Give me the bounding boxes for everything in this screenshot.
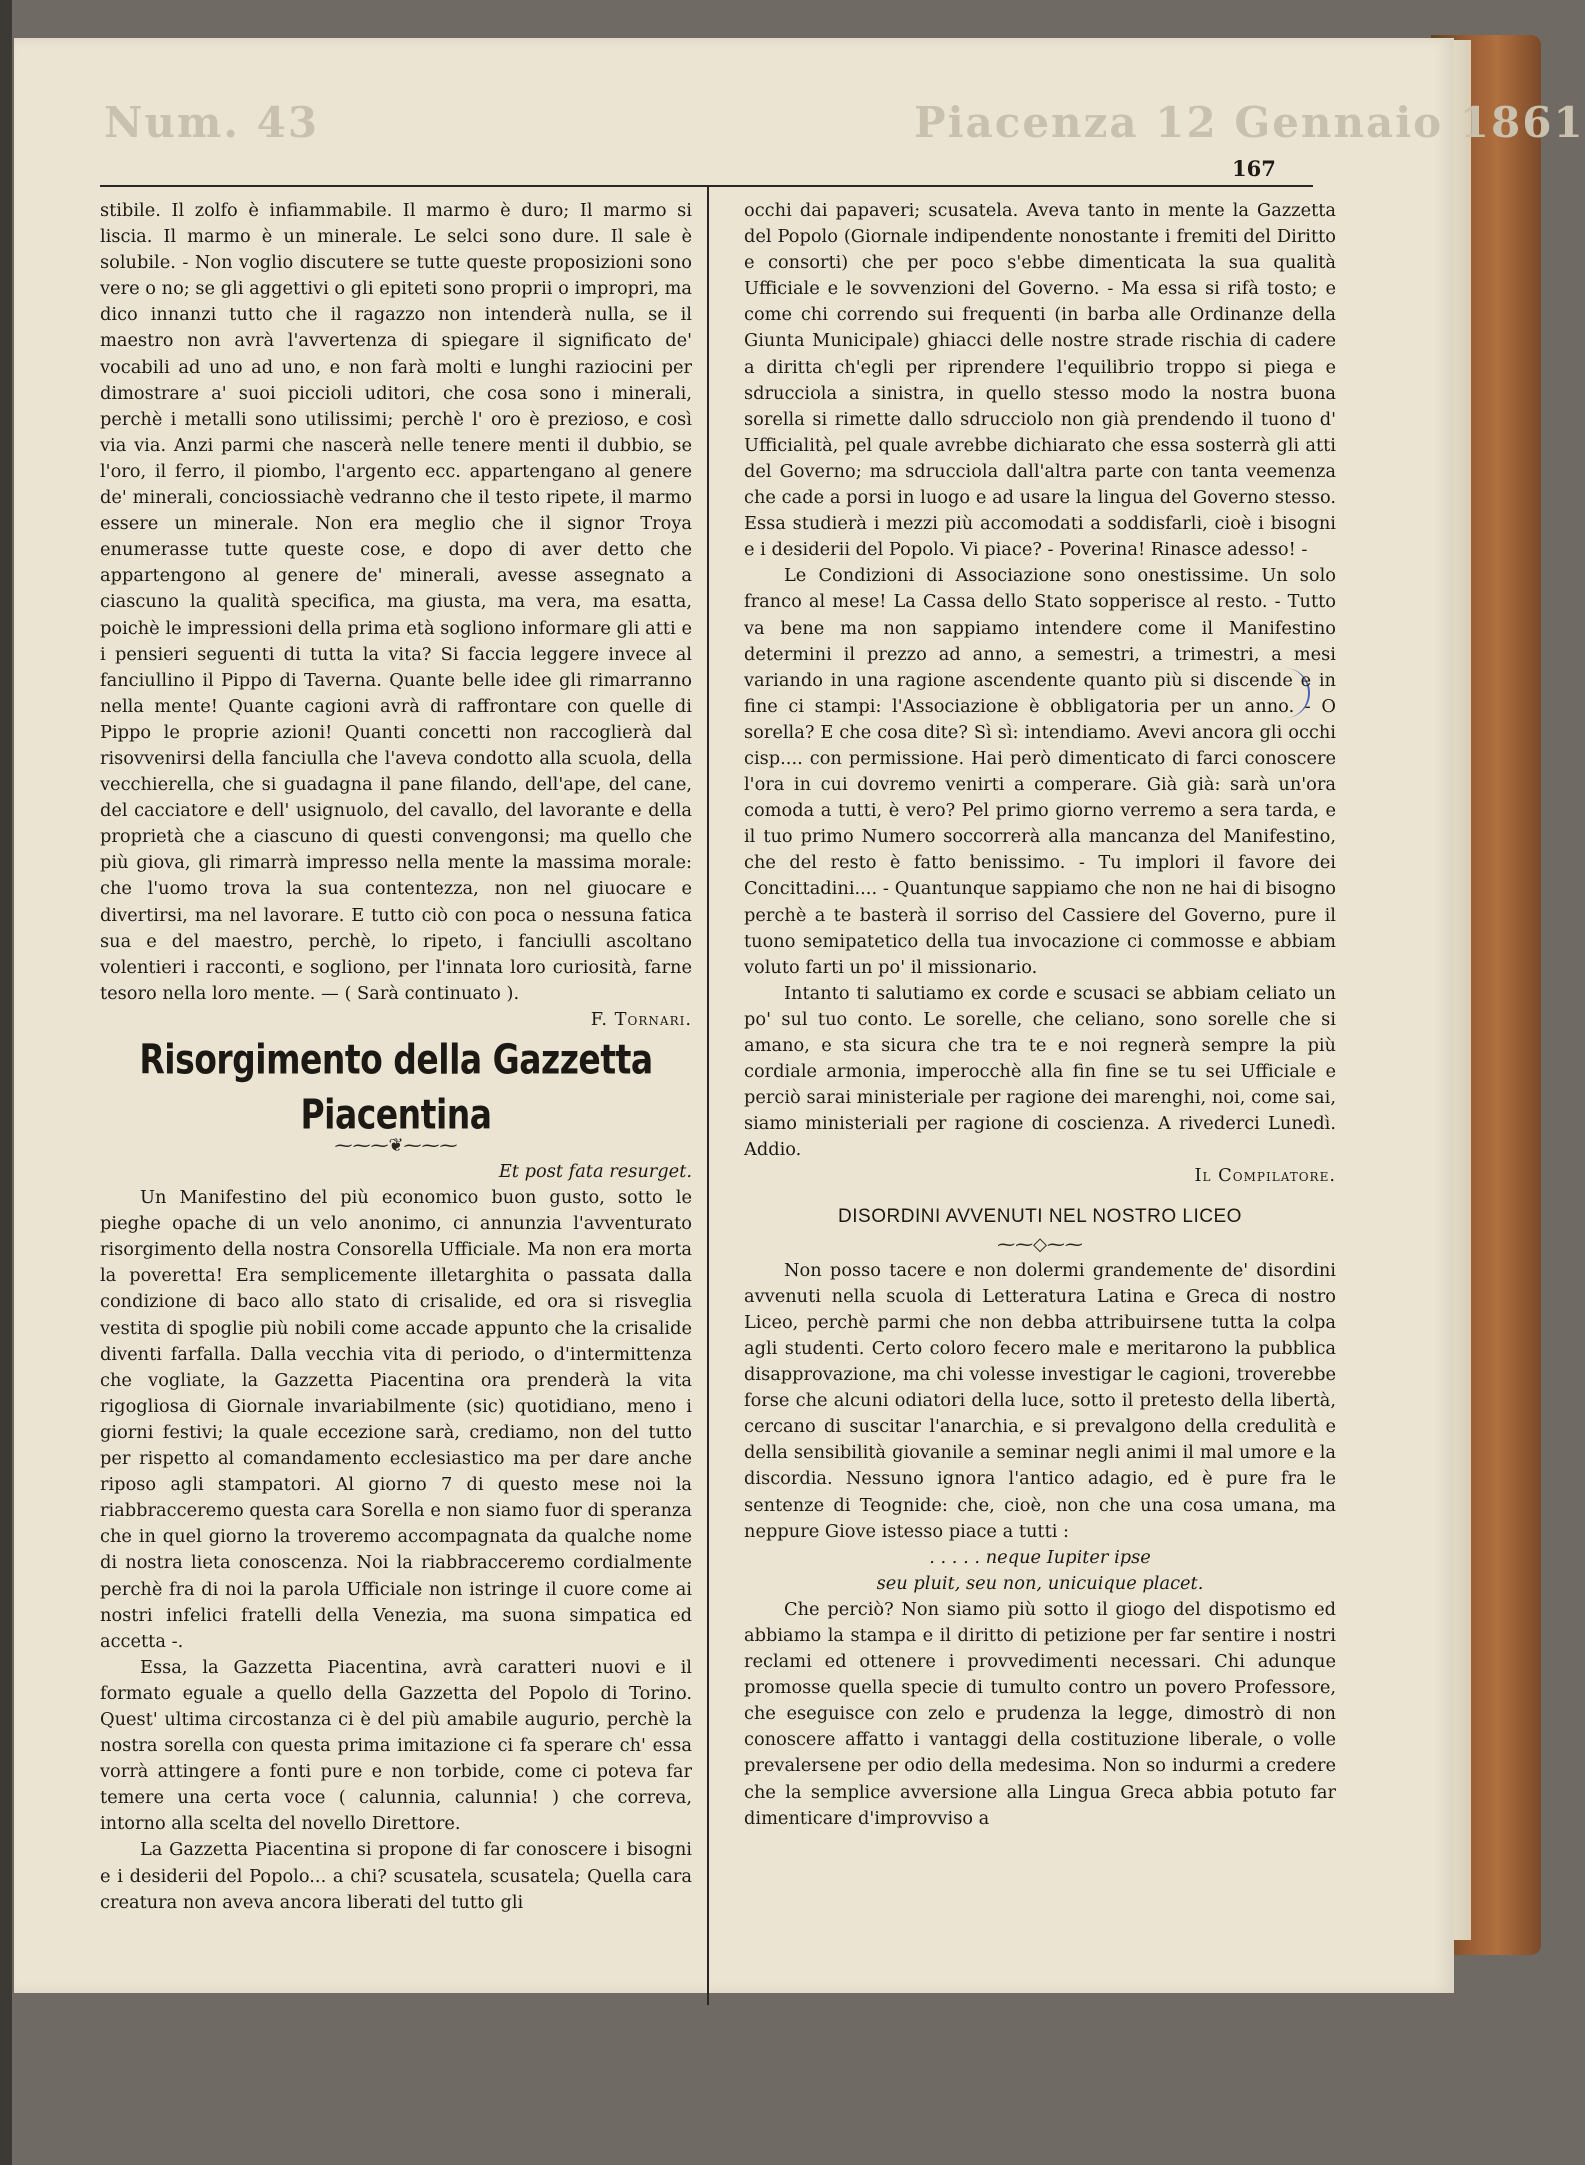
scan-background xyxy=(0,0,12,2165)
compiler-signature: Il Compilatore. xyxy=(1194,1165,1336,1187)
article-paragraph: Intanto ti salutiamo ex corde e scusaci se abbiam celiato un po' sul tuo conto. Le sorelle, che celiano, sono sorelle che si amano, e sta sicura che tra te e noi regnerà sempre la più cordiale armonia, imperocchè alla fin fine se tu sei Ufficiale e perciò sarai ministeriale per ragione dei marenghi, noi, come sai, siamo ministeriali per ragione di coscienza. A rivederci Lunedì. Addio. xyxy=(744,982,1336,1161)
article-motto: Et post fata resurget. xyxy=(498,1161,692,1182)
page-number: 167 xyxy=(1232,156,1276,181)
article-paragraph: Un Manifestino del più economico buon gusto, sotto le pieghe opache di un velo anonimo, ci annunzia l'avventurato risorgimento della nostra Consorella Ufficiale. Ma non era morta la poveretta! Era semplicemente illetarghita o passata dalla condizione di baco allo stato di crisalide, ed ora si risveglia vestita di spoglie più nobili come accade appunto che la crisalide diventi farfalla. Dalla vecchia vita di periodo, o d'intermittenza che vogliate, la Gazzetta Piacentina ora prenderà la vita rigogliosa di Giornale invariabilmente (sic) quotidiano, meno i giorni festivi; la quale eccezione sarà, crediamo, non del tutto per rispetto al comandamento ecclesiastico ma per dare anche riposo agli stampatori. Al giorno 7 di questo mese noi la riabbracceremo questa cara Sorella e non siamo fuor di speranza che in quel giorno la troveremo accompagnata da qualche nome di nostra lieta conoscenza. Noi la riabbracceremo cordialmente perchè fra di noi la parola Ufficiale non istringe il cuore come ai nostri infelici fratelli della Venezia, ma suona simpatica ed accetta -. xyxy=(100,1187,692,1652)
article-title: Risorgimento della Gazzetta Piacentina xyxy=(139,1034,653,1139)
section-heading: DISORDINI AVVENUTI NEL NOSTRO LICEO xyxy=(838,1205,1242,1227)
newspaper-page xyxy=(14,38,1585,1993)
article-paragraph: Essa, la Gazzetta Piacentina, avrà caratteri nuovi e il formato eguale a quello della Gazzetta del Popolo di Torino. Quest' ultima circostanza ci è del più amabile augurio, perchè la nostra sorella con questa prima imitazione ci fa sperare ch' essa vorrà attingere a fonti pure e non torbide, come ci poteva far temere una certa voce ( calunnia, calunnia! ) che correva, intorno alla scelta del novello Direttore. xyxy=(100,1656,692,1835)
bleed-through-right: Piacenza 12 Gennaio 1861 xyxy=(914,98,1585,147)
latin-quote-line: seu pluit, seu non, unicuique placet. xyxy=(876,1572,1204,1594)
article-paragraph: Non posso tacere e non dolermi grandemente de' disordini avvenuti nella scuola di Letteratura Latina e Greca di nostro Liceo, perchè parmi che non debba attribuirsene tutta la colpa agli studenti. Certo coloro fecero male e meritarono la pubblica disapprovazione, ma chi volesse investigar le cagioni, troverebbe forse che alcuni odiatori della luce, sotto il pretesto della libertà, cercano di suscitar l'anarchia, e si prevalgono della credulità e della sensibilità giovanile a seminar negli animi il mal umore e la discordia. Nessuno ignora l'antico adagio, ed è pure fra le sentenze di Teognide: che, cioè, non che una cosa umana, ma neppure Giove istesso piace a tutti : xyxy=(744,1259,1336,1542)
article-paragraph: Che perciò? Non siamo più sotto il giogo del dispotismo ed abbiamo la stampa e il diritto di petizione per far sentire i nostri reclami ed ottenere i provvedimenti necessari. Chi adunque promosse quella specie di tumulto contro un povero Professore, che eseguisce con zelo e prudenza la legge, dimostrò di non conoscere affatto i vantaggi della costituzione liberale, o volle prevalersene per odio della medesima. Non so indurmi a credere che la semplice avversione alla Lingua Greca abbia potuto far dimenticare d'improvviso a xyxy=(744,1598,1336,1829)
latin-quote-line: . . . . . neque Iupiter ipse xyxy=(929,1546,1151,1568)
article-paragraph: Le Condizioni di Associazione sono onestissime. Un solo franco al mese! La Cassa dello Stato sopperisce al resto. - Tutto va bene ma non sappiamo intendere come il Manifestino determini il prezzo ad anno, a semestri, a trimestri, a mesi variando in una ragione ascendente quanto più si discende e in fine ci stampi: l'Associazione è obbligatoria per un anno. - O sorella? E che cosa dite? Sì sì: intendiamo. Avevi ancora gli occhi cisp.... con permissione. Hai però dimenticato di farci conoscere l'ora in cui dovremo venirti a comperare. Già già: sarà un'ora comoda a tutti, è vero? Pel primo giorno verremo a sera tarda, e il tuo primo Numero soccorrerà alla mancanza del Manifestino, che del resto è fatto benissimo. - Tu implori il favore dei Concittadini.... - Quantunque sappiamo che non ne hai di bisogno perchè a te basterà il sorriso del Cassiere del Governo, pure il tuono semipatetico della tua invocazione ci commosse e abbiam voluto farti un po' il missionario. xyxy=(744,565,1336,978)
article-signature xyxy=(100,1007,692,1033)
column-divider xyxy=(707,185,709,2005)
bleed-through-left: Num. 43 xyxy=(104,98,320,147)
author-name: F. Tornari. xyxy=(590,1008,692,1030)
right-column xyxy=(744,198,1336,1832)
article-paragraph: occhi dai papaveri; scusatela. Aveva tanto in mente la Gazzetta del Popolo (Giornale indipendente nonostante i fremiti del Diritto e consorti) che per poco s'ebbe dimenticata la sua qualità Ufficiale e le sovvenzioni del Governo. - Ma essa si rifà tosto; e come chi correndo sui frequenti (in barba alle Ordinanze della Giunta Municipale) ghiacci delle nostre strade rischia di cadere a diritta ch'egli per riprendere l'equilibrio troppo si piega e sdrucciola a sinistra, in quello stesso modo la nostra buona sorella si rimette dallo sdrucciolo non già prendendo il tuono d' Ufficialità, pel quale avrebbe dichiarato che essa sosterrà gli atti del Governo; ma sdrucciola dall'altra parte con tanta veemenza che cade a porsi in luogo e ad usare la lingua del Governo stesso. Essa studierà i mezzi più accomodati a soddisfarli, cioè i bisogni e i desiderii del Popolo. Vi piace? - Poverina! Rinasce adesso! - xyxy=(744,200,1336,561)
heading-flourish: ⁓⁓◇⁓⁓ xyxy=(997,1233,1083,1255)
article-paragraph: La Gazzetta Piacentina si propone di far conoscere i bisogni e i desiderii del Popolo... a chi? scusatela, scusatela; Quella cara creatura non aveva ancora liberati del tutto gli xyxy=(100,1839,692,1913)
article-continuation: stibile. Il zolfo è infiammabile. Il marmo è duro; Il marmo si liscia. Il marmo è un minerale. Le selci sono dure. Il sale è solubile. - Non voglio discutere se tutte queste proposizioni sono vere o no; se gli aggettivi o gli epiteti sono proprii o impropri, ma dico innanzi tutto che il ragazzo non intenderà nulla, se il maestro non avrà l'avvertenza di spiegare il significato de' vocabili ad uno ad uno, e non farà molti e lunghi raziocini per dimostrare a' suoi piccioli uditori, che cosa sono i minerali, perchè i metalli sono utilissimi; perchè l' oro è prezioso, e così via via. Anzi parmi che nascerà nelle tenere menti il dubbio, se l'oro, il ferro, il piombo, l'argento ecc. appartengano al genere de' minerali, conciossiachè vedranno che il testo ripete, il marmo essere un minerale. Non era meglio che il signor Troya enumerasse tutte queste cose, e dopo di aver detto che appartengono al genere de' minerali, avesse assegnato a ciascuno la qualità specifica, ma giusta, ma vera, ma esatta, poichè le impressioni della prima età sogliono informare gli atti e i pensieri seguenti di tutta la vita? Si faccia leggere invece al fanciullino il Pippo di Taverna. Quante belle idee gli rimarranno nella mente! Quante cagioni avrà di raffrontare con quelle di Pippo le proprie azioni! Quanti concetti non raccoglierà dal risovvenirsi della fanciulla che l'aveva condotto alla scuola, della vecchierella, che si guadagna il pane filando, dell'ape, del cane, del cacciatore e dell' usignuolo, del cavallo, del lavorante e della proprietà che a ciascuno di questi convengonsi; ma quello che più giova, gli rimarrà impresso nella mente la massima morale: che l'uomo trova la sua contentezza, non nel giuocare e divertirsi, ma nel lavorare. E tutto ciò con poca o nessuna fatica sua e del maestro, perchè, lo ripeto, i fanciulli ascoltano volentieri i racconti, e sogliono, per l'innata loro curiosità, farne tesoro nella loro mente. — ( Sarà continuato ). xyxy=(100,200,692,1004)
left-column xyxy=(100,198,692,1916)
title-flourish: ⁓⁓⁓❦⁓⁓⁓ xyxy=(334,1135,458,1156)
